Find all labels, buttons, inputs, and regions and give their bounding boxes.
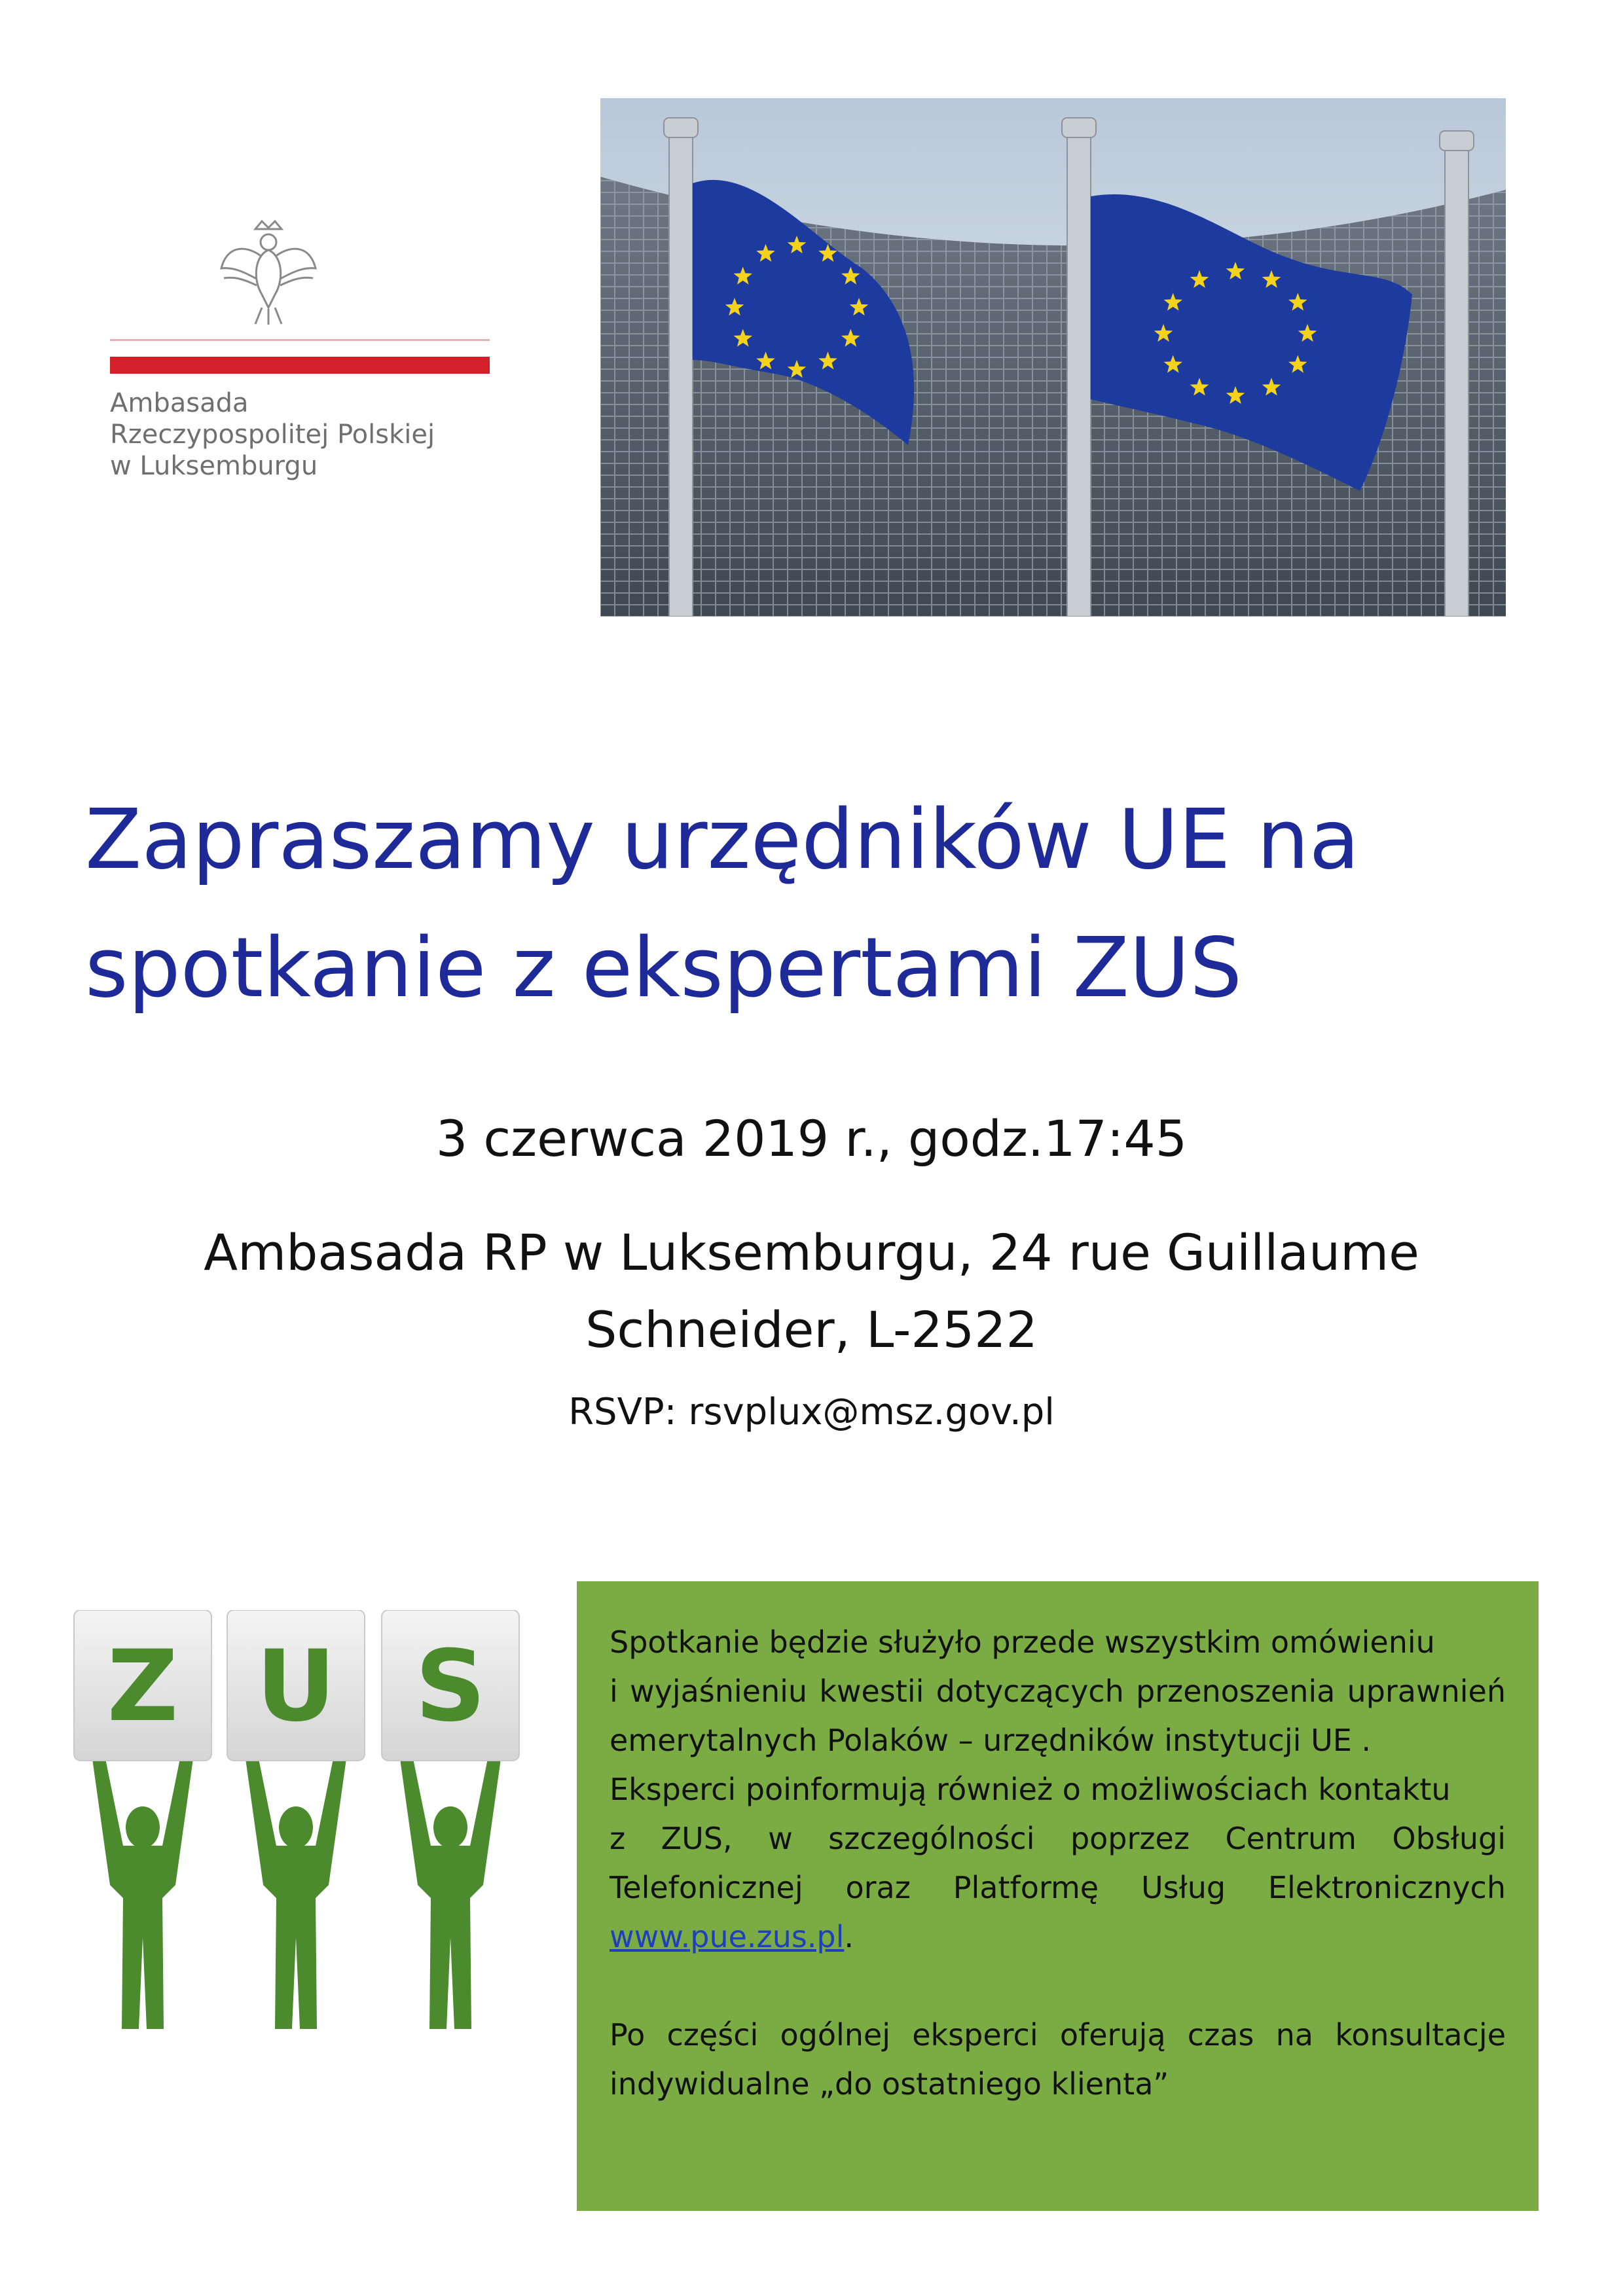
info-line: Spotkanie będzie służyło przede wszystkim omówieniu <box>610 1624 1435 1660</box>
event-address-line: Schneider, L-2522 <box>585 1300 1038 1359</box>
logo-red-bar <box>110 357 490 374</box>
info-line: Eksperci poinformują również o możliwościach kontaktu <box>610 1772 1451 1807</box>
logo-thin-rule <box>110 339 490 341</box>
embassy-name-line: w Luksemburgu <box>110 451 318 481</box>
info-line: emerytalnych Polaków – urzędników instytucji UE . <box>610 1723 1372 1758</box>
info-line: Po części ogólnej eksperci oferują czas na konsultacje <box>610 2017 1506 2053</box>
info-line: indywidualne „do ostatniego klienta” <box>610 2066 1169 2102</box>
info-line-suffix: . <box>844 1919 854 1954</box>
event-address <box>0 1214 1623 1369</box>
pue-zus-link[interactable]: www.pue.zus.pl <box>610 1919 845 1954</box>
zus-letter: U <box>256 1630 336 1744</box>
eu-flags-photo <box>600 98 1506 617</box>
info-paragraph <box>610 1618 1506 1962</box>
event-address-line: Ambasada RP w Luksemburgu, 24 rue Guillaume <box>204 1223 1419 1282</box>
page-title-line: Zapraszamy urzędników UE na <box>85 791 1360 888</box>
info-box <box>577 1581 1539 2211</box>
person-figure <box>92 1754 194 2029</box>
zus-figures-illustration <box>72 1610 530 2042</box>
person-figure <box>399 1754 501 2029</box>
person-head <box>279 1806 313 1848</box>
embassy-logo <box>110 216 490 497</box>
event-date: 3 czerwca 2019 r., godz.17:45 <box>435 1109 1188 1168</box>
info-paragraph <box>610 2011 1506 2109</box>
page-title <box>85 776 1525 1032</box>
person-head <box>433 1806 467 1848</box>
info-line: i wyjaśnieniu kwestii dotyczących przenoszenia uprawnień <box>610 1674 1506 1709</box>
embassy-name-line: Rzeczypospolitej Polskiej <box>110 420 435 450</box>
page-title-line: spotkanie z ekspertami ZUS <box>85 920 1243 1016</box>
person-head <box>126 1806 160 1848</box>
info-line: Telefonicznej oraz Platformę Usług Elektronicznych <box>610 1870 1506 1905</box>
zus-letter: S <box>414 1630 486 1744</box>
polish-eagle-icon <box>216 216 321 327</box>
info-line: z ZUS, w szczególności poprzez Centrum Obsługi <box>610 1821 1506 1856</box>
rsvp-contact: RSVP: rsvplux@msz.gov.pl <box>568 1391 1055 1433</box>
embassy-name-line: Ambasada <box>110 388 249 418</box>
person-figure <box>245 1754 347 2029</box>
zus-letter: Z <box>107 1630 179 1744</box>
embassy-name <box>110 387 435 482</box>
